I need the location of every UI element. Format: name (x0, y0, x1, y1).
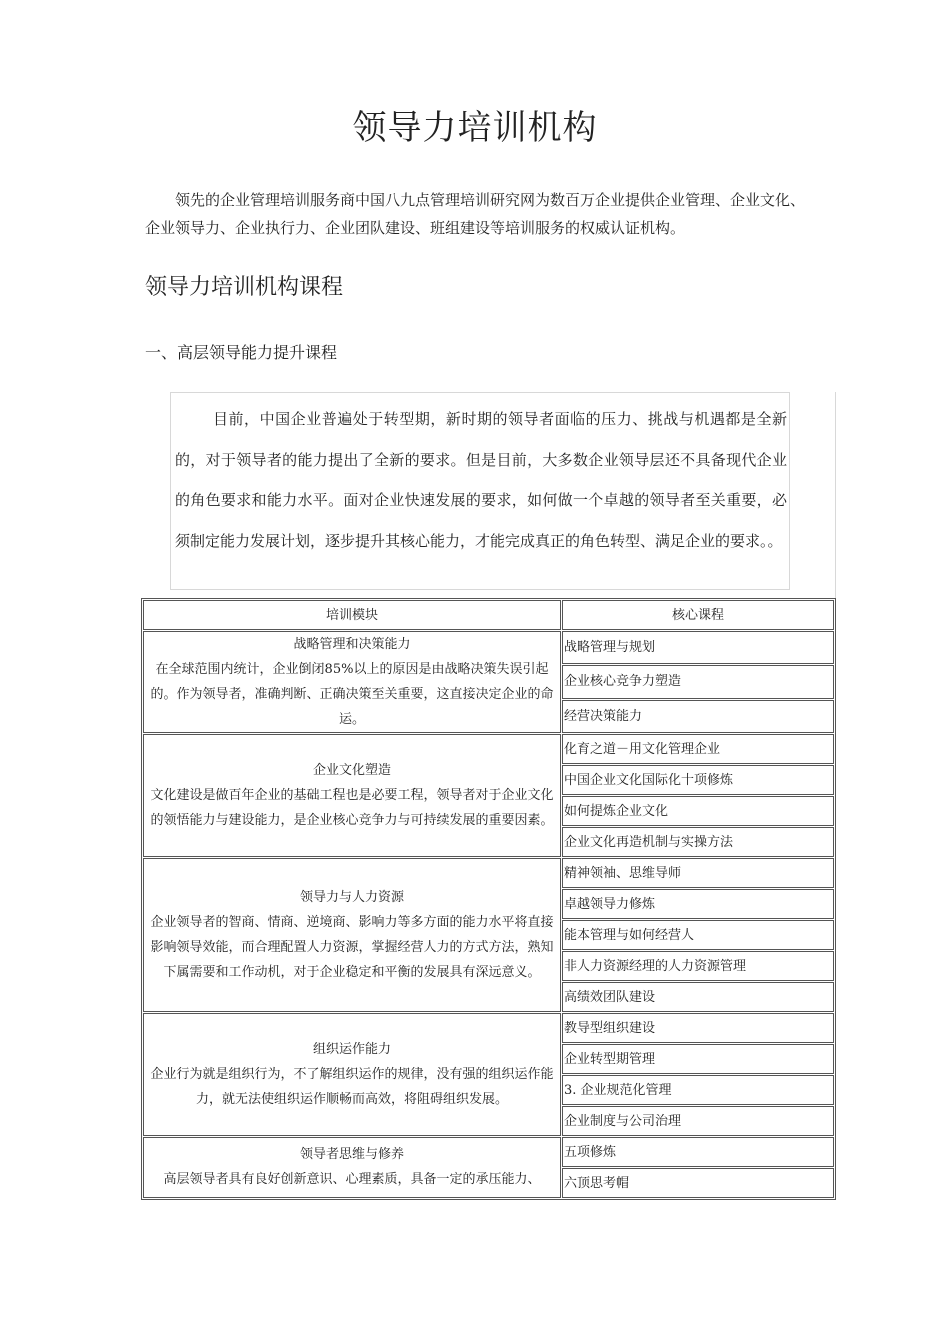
course-cell: 化育之道－用文化管理企业 (562, 734, 834, 764)
course-cell: 中国企业文化国际化十项修炼 (562, 765, 834, 795)
course-cell: 如何提炼企业文化 (562, 796, 834, 826)
course-cell: 六顶思考帽 (562, 1168, 834, 1198)
module-desc: 高层领导者具有良好创新意识、心理素质，具备一定的承压能力、 (163, 1172, 541, 1187)
table-row (143, 1137, 834, 1167)
course-cell: 企业转型期管理 (562, 1044, 834, 1074)
module-title: 领导者思维与修养 (299, 1147, 404, 1162)
course-cell: 教导型组织建设 (562, 1013, 834, 1043)
table-row (143, 1013, 834, 1043)
quote-text: 目前，中国企业普遍处于转型期，新时期的领导者面临的压力、挑战与机遇都是全新的，对于领导者的能力提出了全新的要求。但是目前，大多数企业领导层还不具备现代企业的角色要求和能力水平。面对企业快速发展的要求，如何做一个卓越的领导者至关重要，必须制定能力发展计划，逐步提升其核心能力，才能完成真正的角色转型、满足企业的要求。。 (175, 410, 787, 550)
course-cell: 企业文化再造机制与实操方法 (562, 827, 834, 857)
module-title: 企业文化塑造 (312, 763, 391, 778)
table-header-row (143, 600, 834, 630)
course-cell: 精神领袖、思维导师 (562, 858, 834, 888)
page-title: 领导力培训机构 (352, 108, 598, 148)
course-cell: 3. 企业规范化管理 (562, 1075, 834, 1105)
course-cell: 能本管理与如何经营人 (562, 920, 834, 950)
table-row (143, 631, 834, 664)
divider (835, 392, 836, 598)
course-cell: 卓越领导力修炼 (562, 889, 834, 919)
module-desc: 在全球范围内统计，企业倒闭85%以上的原因是由战略决策失误引起的。作为领导者，准确判断、正确决策至关重要，这直接决定企业的命运。 (150, 662, 554, 727)
header-cell-module: 培训模块 (143, 600, 561, 630)
course-cell: 经营决策能力 (562, 700, 834, 733)
quote-box (170, 392, 790, 590)
module-title: 组织运作能力 (312, 1042, 391, 1057)
course-cell: 五项修炼 (562, 1137, 834, 1167)
module-desc: 企业领导者的智商、情商、逆境商、影响力等多方面的能力水平将直接影响领导效能，而合理配置人力资源，掌握经营人力的方式方法，熟知下属需要和工作动机，对于企业稳定和平衡的发展具有深远意义。 (150, 915, 554, 980)
course-cell: 企业制度与公司治理 (562, 1106, 834, 1136)
module-cell (143, 734, 561, 857)
module-title: 领导力与人力资源 (299, 890, 404, 905)
header-cell-course: 核心课程 (562, 600, 834, 630)
section-title: 领导力培训机构课程 (145, 275, 344, 300)
table-row (143, 734, 834, 764)
module-desc: 文化建设是做百年企业的基础工程也是必要工程，领导者对于企业文化的领悟能力与建设能力，是企业核心竞争力与可持续发展的重要因素。 (150, 788, 554, 828)
intro-paragraph: 领先的企业管理培训服务商中国八九点管理培训研究网为数百万企业提供企业管理、企业文化、企业领导力、企业执行力、企业团队建设、班组建设等培训服务的权威认证机构。 (145, 191, 806, 237)
module-desc: 企业行为就是组织行为，不了解组织运作的规律，没有强的组织运作能力，就无法使组织运作顺畅而高效，将阻碍组织发展。 (150, 1067, 554, 1107)
module-cell (143, 631, 561, 733)
module-cell (143, 1137, 561, 1198)
course-table (141, 598, 836, 1200)
module-cell (143, 1013, 561, 1136)
module-cell (143, 858, 561, 1012)
table-row (143, 858, 834, 888)
course-cell: 高绩效团队建设 (562, 982, 834, 1012)
course-cell: 战略管理与规划 (562, 631, 834, 664)
module-title: 战略管理和决策能力 (293, 637, 411, 652)
course-cell: 企业核心竞争力塑造 (562, 665, 834, 698)
course-cell: 非人力资源经理的人力资源管理 (562, 951, 834, 981)
subsection-title: 一、高层领导能力提升课程 (145, 343, 338, 362)
